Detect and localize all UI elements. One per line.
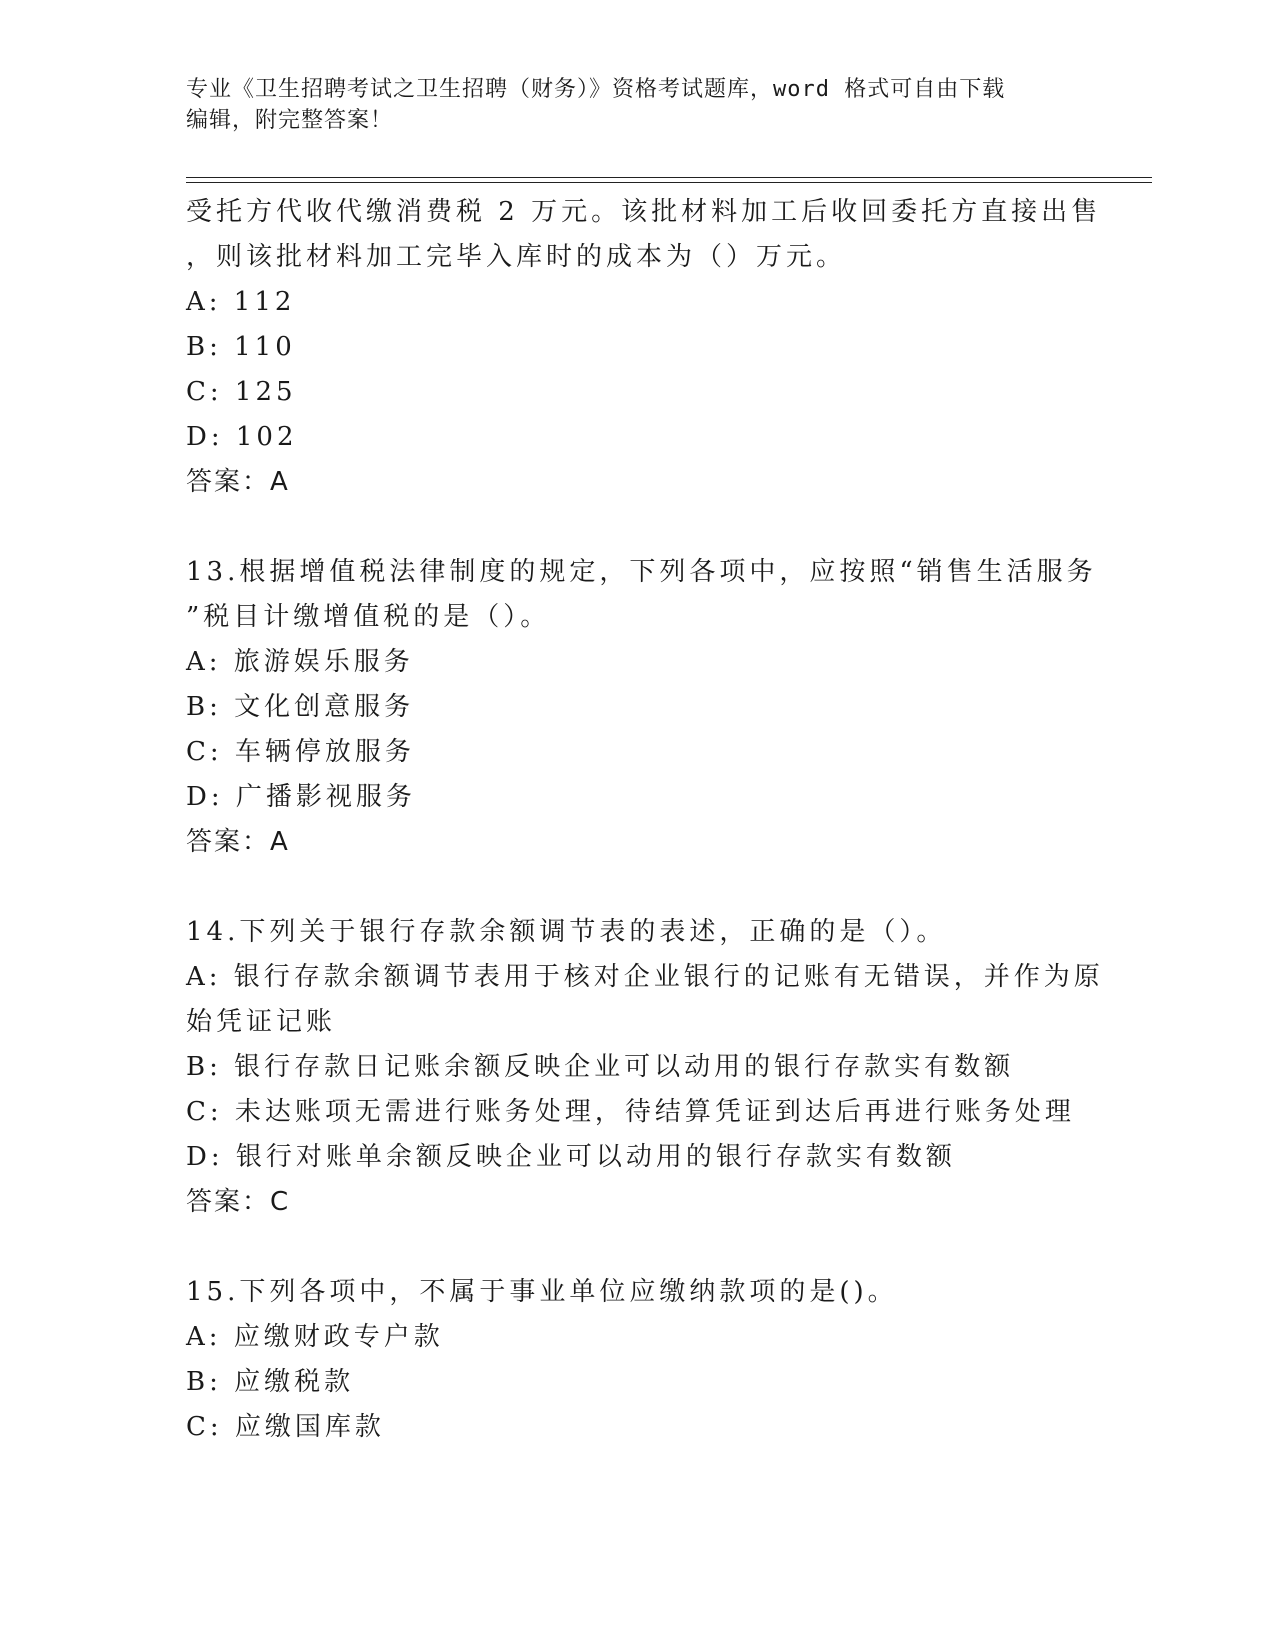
- answer-line: 答案：C: [186, 1187, 291, 1217]
- option-a-continuation: 始凭证记账: [186, 1007, 337, 1037]
- question-12: [186, 190, 1102, 505]
- question-text-line: 15.下列各项中，不属于事业单位应缴纳款项的是()。: [186, 1277, 898, 1307]
- spacer: [186, 865, 1086, 910]
- option-b: B: 110: [186, 332, 296, 362]
- option-c: C: 应缴国库款: [186, 1412, 385, 1442]
- option-d: D: 102: [186, 422, 298, 452]
- spacer: [186, 1225, 1086, 1270]
- option-d: D: 银行对账单余额反映企业可以动用的银行存款实有数额: [186, 1142, 956, 1172]
- option-a: A: 银行存款余额调节表用于核对企业银行的记账有无错误，并作为原: [186, 962, 1104, 992]
- question-text-line: 14.下列关于银行存款余额调节表的表述，正确的是（）。: [186, 917, 947, 947]
- option-a: A: 应缴财政专户款: [186, 1322, 444, 1352]
- option-b: B: 银行存款日记账余额反映企业可以动用的银行存款实有数额: [186, 1052, 1015, 1082]
- spacer: [186, 505, 1086, 550]
- option-a: A: 旅游娱乐服务: [186, 647, 414, 677]
- option-d: D: 广播影视服务: [186, 782, 416, 812]
- option-b: B: 文化创意服务: [186, 692, 415, 722]
- option-a: A: 112: [186, 287, 296, 317]
- option-c: C: 125: [186, 377, 297, 407]
- header-line-2: 编辑，附完整答案！: [186, 108, 394, 133]
- question-14: [186, 910, 1104, 1225]
- question-text-line: ，则该批材料加工完毕入库时的成本为（）万元。: [186, 242, 847, 272]
- question-text-line: 13.根据增值税法律制度的规定，下列各项中，应按照“销售生活服务: [186, 557, 1097, 587]
- header-divider-bottom: [186, 182, 1152, 183]
- answer-line: 答案：A: [186, 827, 290, 857]
- option-b: B: 应缴税款: [186, 1367, 355, 1397]
- question-15: [186, 1270, 1086, 1450]
- header-divider-top: [186, 177, 1152, 178]
- question-content: [186, 190, 1104, 1450]
- header-line-1: 专业《卫生招聘考试之卫生招聘（财务）》资格考试题库，word 格式可自由下载: [186, 77, 1006, 102]
- document-header: [186, 74, 1086, 136]
- question-text-line: 受托方代收代缴消费税 2 万元。该批材料加工后收回委托方直接出售: [186, 197, 1102, 227]
- answer-line: 答案：A: [186, 467, 290, 497]
- question-13: [186, 550, 1097, 865]
- option-c: C: 车辆停放服务: [186, 737, 415, 767]
- option-c: C: 未达账项无需进行账务处理，待结算凭证到达后再进行账务处理: [186, 1097, 1075, 1127]
- question-text-line: ”税目计缴增值税的是（）。: [186, 602, 551, 632]
